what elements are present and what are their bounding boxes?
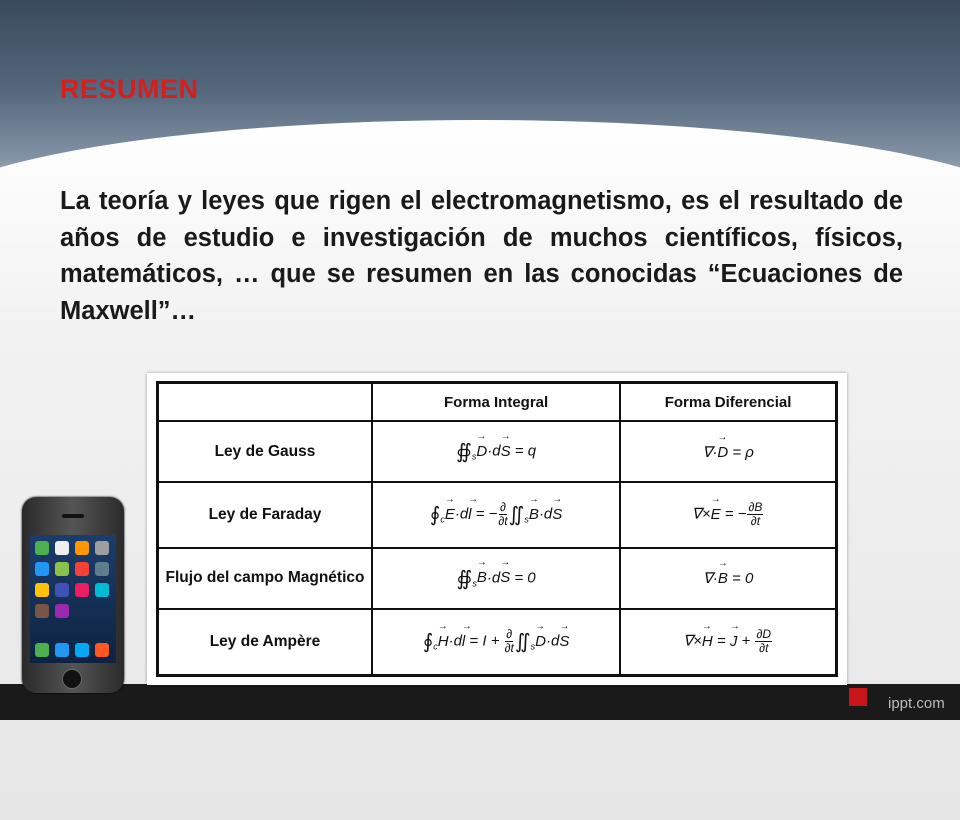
table-row [158,421,837,482]
app-icon [35,562,49,576]
law-name-ampere: Ley de Ampère [158,609,373,676]
equation-ampere-differential: ∇×→ H = → J + $\frac{\partial D}{\partial t}$ [620,609,836,676]
dock-app-icon [55,643,69,657]
phone-home-button [62,669,82,689]
phone-screen [30,535,116,663]
app-icon [55,604,69,618]
equation-gauss-integral: $∯_s\to D\cdot d\to S = q$ [372,421,620,482]
app-icon [55,562,69,576]
equation-ampere-integral: $∮_c\to H\cdot d\to l = I$ + $\frac{\partial}{\partial t}$ $∬_s\to D\cdot d\to S$ [372,609,620,676]
table-header-row [158,383,837,422]
app-icon [95,541,109,555]
law-name-gauss: Ley de Gauss [158,421,373,482]
app-icon [35,604,49,618]
equation-flux-integral: $∯_s\to B\cdot d\to S = 0$ [372,548,620,609]
app-icon [75,541,89,555]
smartphone-illustration [22,497,124,693]
dock-app-icon [75,643,89,657]
table-header-integral: Forma Integral [372,383,620,422]
slide-body-text: La teoría y leyes que rigen el electromagnetismo, es el resultado de años de estudio e investigación de muchos científicos, físicos, matemáticos, … que se resumen en las conocidas “Ecuaciones de Maxwell”… [60,187,903,325]
equation-flux-differential: ∇·→ B = 0 [620,548,836,609]
brand-watermark: ippt.com [888,695,945,712]
table-header-empty [158,383,373,422]
app-icon [55,541,69,555]
maxwell-equations-table [156,381,838,677]
app-icon [75,583,89,597]
app-icon [35,541,49,555]
dock-app-icon [35,643,49,657]
table-row [158,482,837,547]
slide-footer-band [0,684,960,720]
app-icon [75,562,89,576]
app-icon [95,583,109,597]
table-row [158,609,837,676]
maxwell-equations-table-image [147,373,847,685]
brand-logo-square [849,688,867,706]
equation-faraday-differential: ∇×→ E = − $\frac{\partial B}{\partial t}$ [620,482,836,547]
table-header-differential: Forma Diferencial [620,383,836,422]
app-icon [95,562,109,576]
slide-title: RESUMEN [60,74,199,104]
table-row [158,548,837,609]
equation-faraday-integral: $∮_c\to E\cdot d\to l$ = − $\frac{\partial}{\partial t}$ $∬_s\to B\cdot d\to S$ [372,482,620,547]
law-name-faraday: Ley de Faraday [158,482,373,547]
law-name-magnetic-flux: Flujo del campo Magnético [158,548,373,609]
equation-gauss-differential: ∇·→ D = ρ [620,421,836,482]
phone-speaker [62,514,84,518]
app-icon [35,583,49,597]
app-icon [55,583,69,597]
dock-app-icon [95,643,109,657]
